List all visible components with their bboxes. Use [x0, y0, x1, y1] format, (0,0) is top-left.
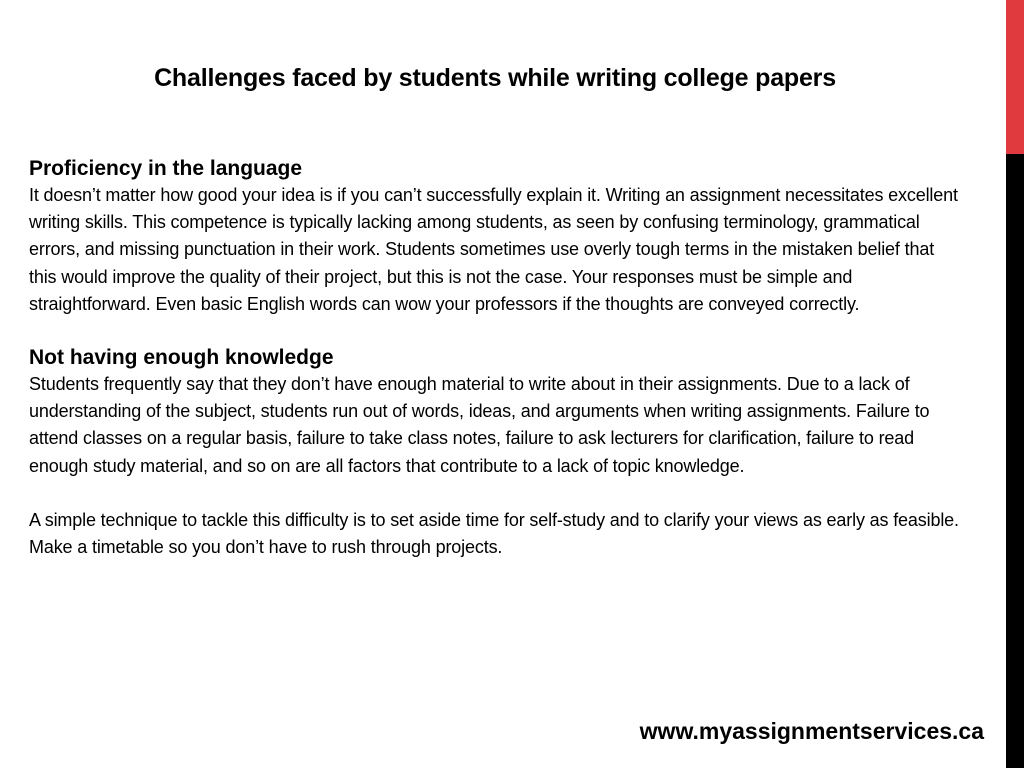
side-bar-red-accent — [1006, 0, 1024, 154]
paragraph-spacer — [29, 480, 959, 507]
section-body-knowledge: Students frequently say that they don’t have enough material to write about in their assignments. Due to a lack of understanding of the subject, students run out of words, ideas, and arguments when writing assignments. Failure to attend classes on a regular basis, failure to take class notes, failure to ask lecturers for clarification, failure to read enough study material, and so on are all factors that contribute to a lack of topic knowledge. — [29, 374, 930, 476]
slide-title: Challenges faced by students while writing college papers — [154, 64, 836, 92]
section-heading-knowledge: Not having enough knowledge — [29, 346, 334, 370]
section-body-language: It doesn’t matter how good your idea is if you can’t successfully explain it. Writing an assignment necessitates excellent writing skills. This competence is typically lacking among students, as seen by confusing terminology, grammatical errors, and missing punctuation in their work. Students sometimes use overly tough terms in the mistaken belief that this would improve the quality of their project, but this is not the case. Your responses must be simple and straightforward. Even basic English words can wow your professors if the thoughts are conveyed correctly. — [29, 185, 958, 314]
paragraph-spacer — [29, 318, 959, 345]
footer-website-url: www.myassignmentservices.ca — [639, 718, 984, 744]
section-heading-language: Proficiency in the language — [29, 157, 303, 180]
closing-paragraph: A simple technique to tackle this difficulty is to set aside time for self-study and to clarify your views as early as feasible. Make a timetable so you don’t have to rush through projects. — [29, 509, 959, 558]
side-decorative-bar — [1006, 0, 1024, 768]
slide-content — [29, 156, 959, 561]
